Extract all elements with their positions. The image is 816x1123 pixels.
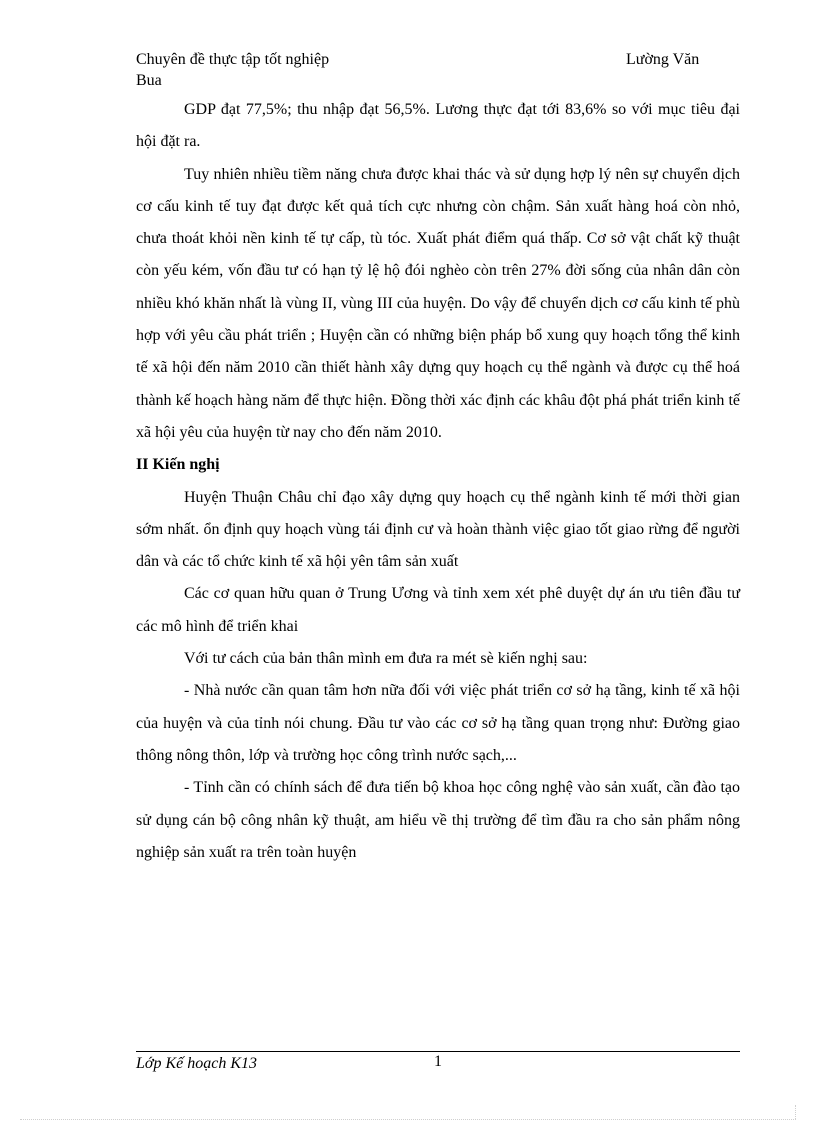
- header-author-last: Bua: [136, 72, 162, 89]
- footer-divider: [136, 1051, 740, 1052]
- header-title: Chuyên đề thực tập tốt nghiệp: [136, 51, 330, 68]
- section-heading: II Kiến nghị: [136, 456, 220, 474]
- page-boundary-bottom: [20, 1119, 796, 1120]
- paragraph-recommendations-intro: Với tư cách của bản thân mình em đưa ra mét sè kiến nghị sau:: [184, 650, 588, 668]
- footer-class-label: Lớp Kế hoạch K13: [136, 1055, 257, 1072]
- header-author-first: Lường Văn: [626, 51, 700, 68]
- page-boundary-right: [795, 1105, 796, 1119]
- paragraph-thuan-chau: Huyện Thuận Châu chỉ đạo xây dựng quy hoạch cụ thể ngành kinh tế mới thời gian sớm nhất. ổn định quy hoạch vùng tái định cư và hoàn thành việc giao tốt giao rừng để người dân và các tổ chức kinh tế xã hội yên tâm sản xuất: [136, 488, 740, 571]
- paragraph-infrastructure: - Nhà nước cần quan tâm hơn nữa đối với việc phát triển cơ sở hạ tầng, kinh tế xã hội của huyện và của tỉnh nói chung. Đầu tư vào các cơ sở hạ tầng quan trọng như: Đường giao thông nông thôn, lớp và trường học công trình nước sạch,...: [136, 682, 740, 764]
- paragraph-potential: Tuy nhiên nhiều tiềm năng chưa được khai thác và sử dụng hợp lý nên sự chuyển dịch cơ cấu kinh tế tuy đạt được kết quả tích cực nhưng còn chậm. Sản xuất hàng hoá còn nhỏ, chưa thoát khỏi nền kinh tế tự cấp, tù tóc. Xuất phát điểm quá thấp. Cơ sở vật chất kỹ thuật còn yếu kém, vốn đầu tư có hạn tỷ lệ hộ đói nghèo còn trên 27% đời sống của nhân dân còn nhiều khó khăn nhất là vùng II, vùng III của huyện. Do vậy để chuyển dịch cơ cấu kinh tế phù hợp với yêu cầu phát triển ; Huyện cần có những biện pháp bổ xung quy hoạch tổng thể kinh tế xã hội đến năm 2010 cần thiết hành xây dựng quy hoạch cụ thể ngành và được cụ thể hoá thành kế hoạch hàng năm để thực hiện. Đồng thời xác định các khâu đột phá phát triển kinh tế xã hội yêu của huyện từ nay cho đến năm 2010.: [136, 165, 740, 441]
- paragraph-agencies: Các cơ quan hữu quan ở Trung Ương và tỉnh xem xét phê duyệt dự án ưu tiên đầu tư các mô hình để triển khai: [136, 585, 740, 635]
- paragraph-gdp: GDP đạt 77,5%; thu nhập đạt 56,5%. Lương thực đạt tới 83,6% so với mục tiêu đại hội đặt ra.: [136, 101, 740, 151]
- page-number: 1: [434, 1053, 442, 1070]
- paragraph-technology: - Tỉnh cần có chính sách để đưa tiến bộ khoa học công nghệ vào sản xuất, cần đào tạo sử dụng cán bộ công nhân kỹ thuật, am hiểu về thị trường để tìm đầu ra cho sản phẩm nông nghiệp sản xuất ra trên toàn huyện: [136, 779, 740, 861]
- document-body: [136, 94, 740, 869]
